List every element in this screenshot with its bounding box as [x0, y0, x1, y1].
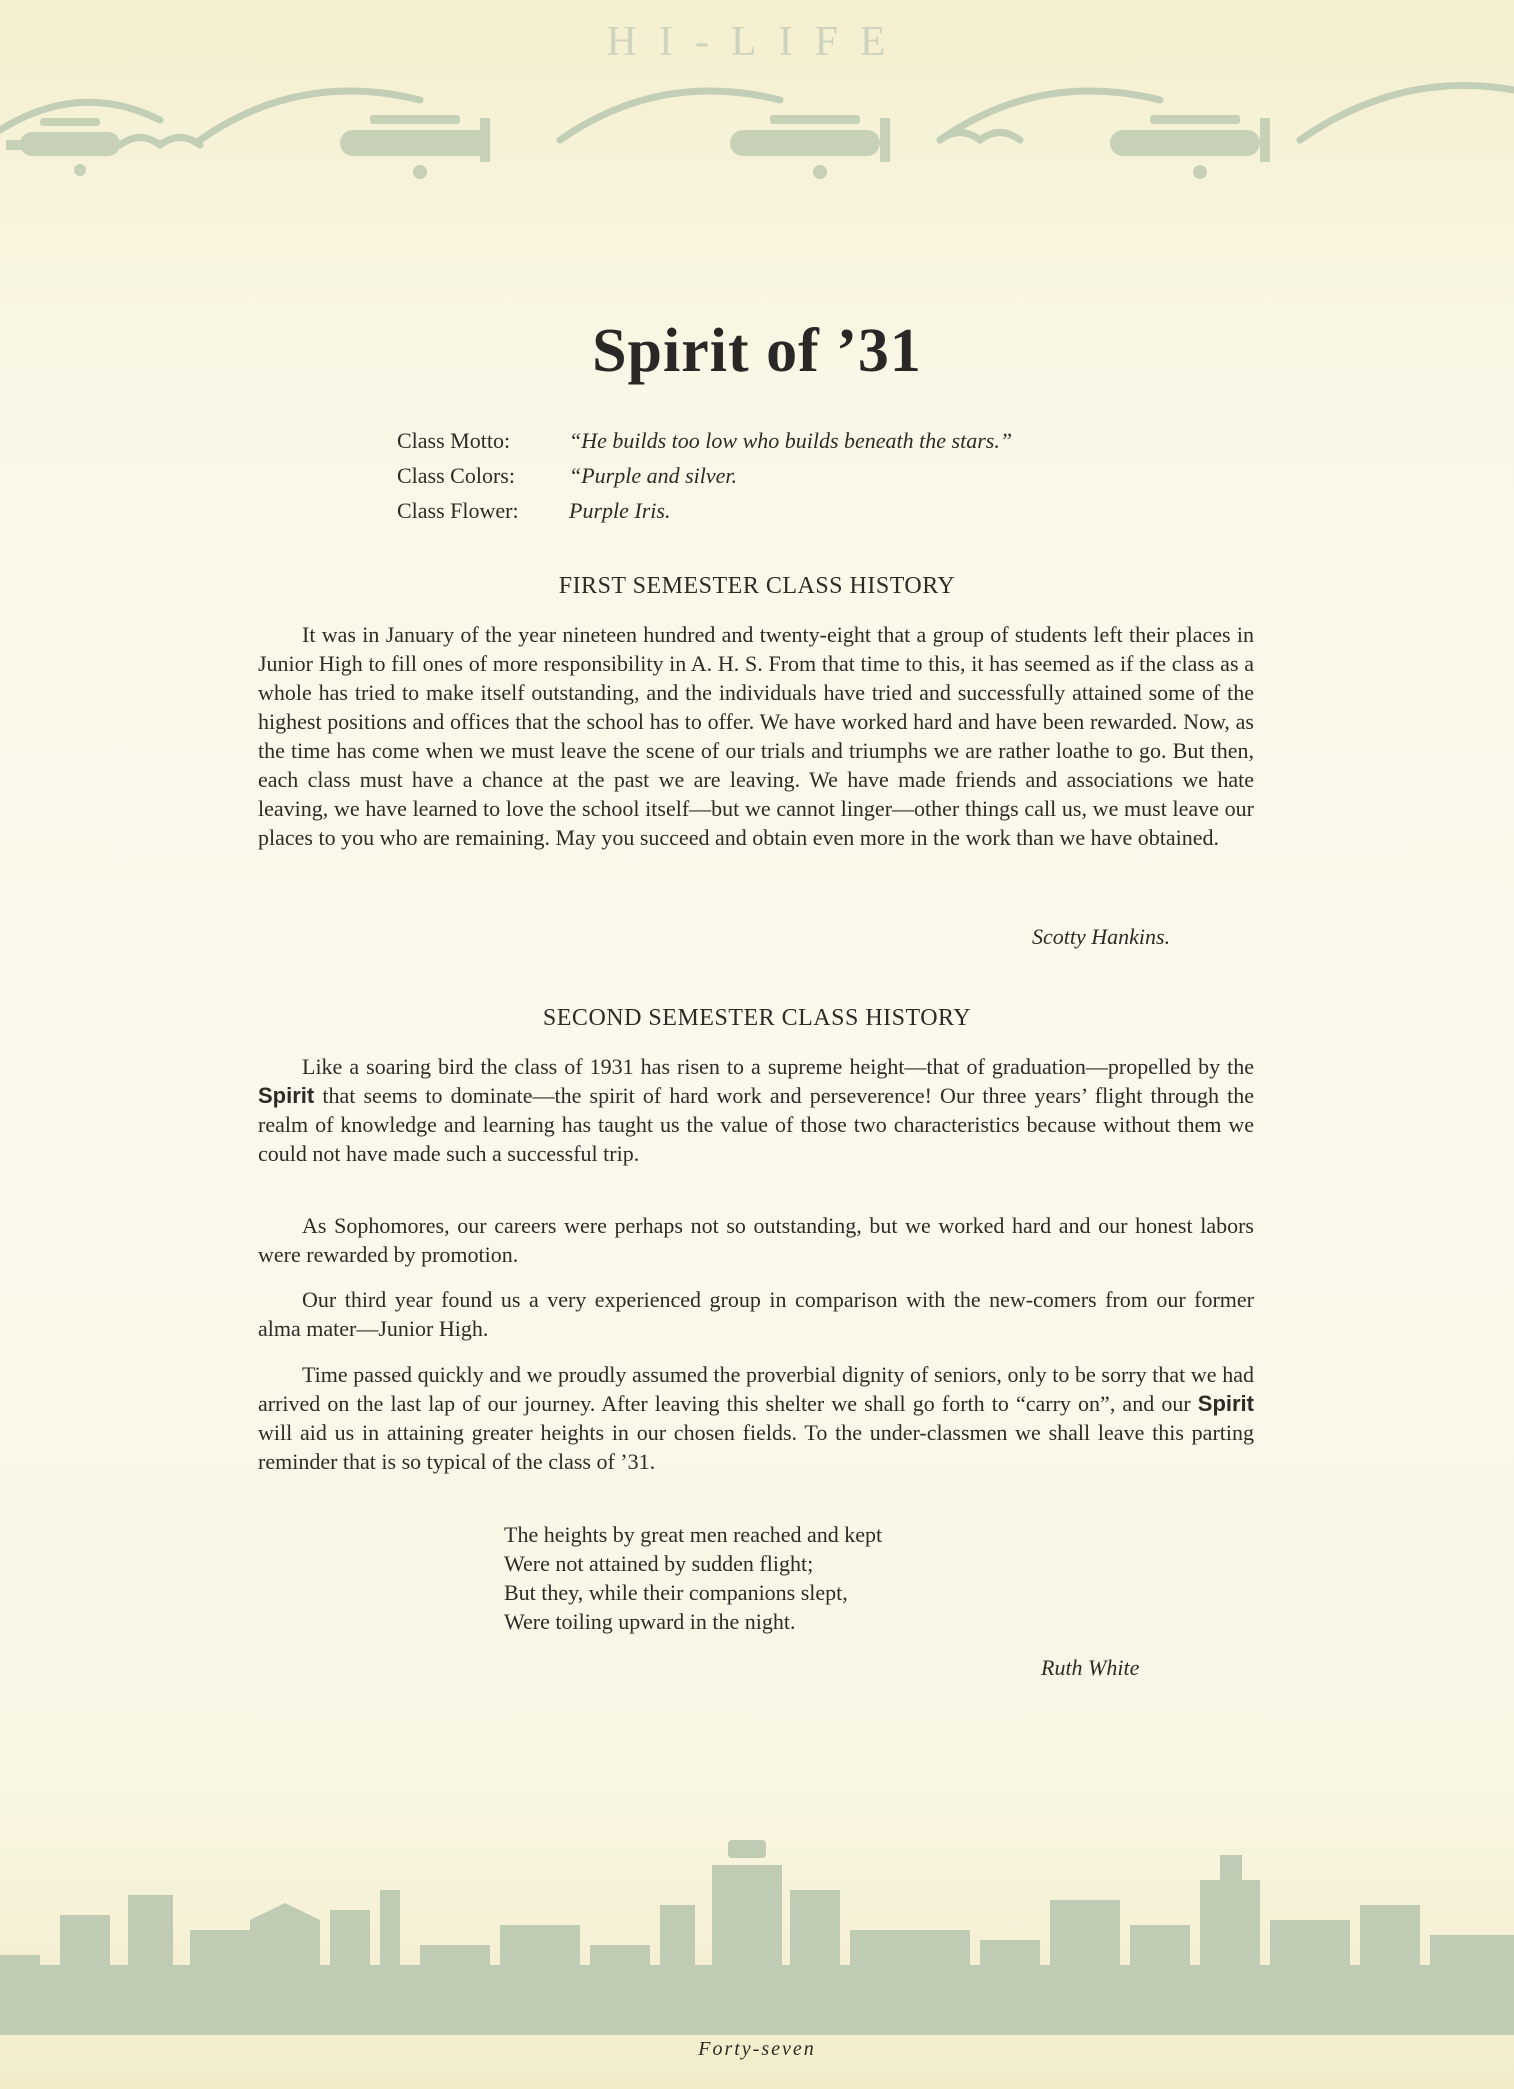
- second-semester-paragraph-1: [258, 1052, 1254, 1168]
- building: [250, 1903, 320, 1975]
- building: [980, 1940, 1040, 1975]
- sky-wave-1: [120, 138, 200, 146]
- airplane-1: [6, 118, 120, 176]
- spirit-emphasis-1: Spirit: [258, 1083, 315, 1108]
- building: [712, 1865, 782, 1975]
- building: [1050, 1900, 1120, 1975]
- sky-swoosh-5: [1300, 86, 1514, 140]
- building: [0, 1955, 40, 1975]
- class-flower-row: [397, 493, 1012, 528]
- building: [420, 1945, 490, 1975]
- class-flower-label: Class Flower:: [397, 498, 519, 523]
- building: [790, 1890, 840, 1975]
- building: [1430, 1935, 1514, 1975]
- building: [1130, 1925, 1190, 1975]
- building: [1360, 1905, 1420, 1975]
- paragraph-4-text-a: Time passed quickly and we proudly assumed the proverbial dignity of seniors, only to be sorry that we had arrived on the last lap of our journey. After leaving this shelter we shall go forth to “carry on”, and our: [258, 1362, 1254, 1416]
- class-info: [397, 423, 1012, 528]
- building: [660, 1905, 695, 1975]
- building: [500, 1925, 580, 1975]
- city-skyline: [0, 1835, 1514, 2035]
- poem-line: The heights by great men reached and kept: [504, 1522, 883, 1547]
- first-semester-author: Scotty Hankins.: [1032, 924, 1171, 949]
- airplane-2: [340, 115, 490, 179]
- poem-line: But they, while their companions slept,: [504, 1580, 848, 1605]
- building: [330, 1910, 370, 1975]
- airplane-banner: [0, 60, 1514, 200]
- second-semester-paragraph-2: As Sophomores, our careers were perhaps not so outstanding, but we worked hard and our honest labors were rewarded by promotion.: [258, 1213, 1254, 1267]
- airplane-3: [730, 115, 890, 179]
- paragraph-4-text-b: will aid us in attaining greater heights in our chosen fields. To the under-classmen we shall leave this parting reminder that is so typical of the class of ’31.: [258, 1420, 1254, 1474]
- first-semester-body: It was in January of the year nineteen hundred and twenty-eight that a group of students left their places in Junior High to fill ones of more responsibility in A. H. S. From that time to this, it has seemed as if the class as a whole has tried to make itself outstanding, and the individuals have tried and successfully attained some of the highest positions and offices that the school has to offer. We have worked hard and have been rewarded. Now, as the time has come when we must leave the scene of our trials and triumphs we are rather loathe to go. But then, each class must have a chance at the past we are leaving. We have made friends and associations we hate leaving, we have learned to love the school itself—but we cannot linger—other things call us, we must leave our places to you who are remaining. May you succeed and obtain even more in the work than we have obtained.: [258, 622, 1254, 850]
- class-motto-row: [397, 423, 1012, 458]
- closing-poem: [504, 1520, 882, 1636]
- second-semester-paragraph-4: [258, 1360, 1254, 1476]
- building: [128, 1895, 173, 1975]
- masthead: HI-LIFE: [606, 19, 908, 65]
- paragraph-1-text-b: that seems to dominate—the spirit of hard work and perseverence! Our three years’ flight through the realm of knowledge and learning has taught us the value of those two characteristics because without them we could not have made such a successful trip.: [258, 1083, 1254, 1166]
- airplane-4: [1110, 115, 1270, 179]
- building: [850, 1930, 970, 1975]
- class-motto: “He builds too low who builds beneath the stars.”: [569, 428, 1013, 453]
- first-semester-heading: FIRST SEMESTER CLASS HISTORY: [558, 573, 956, 599]
- second-semester-paragraph-3: Our third year found us a very experienced group in comparison with the new-comers from our former alma mater—Junior High.: [258, 1287, 1254, 1341]
- building: [60, 1915, 110, 1975]
- class-colors: “Purple and silver.: [569, 463, 738, 488]
- poem-line: Were toiling upward in the night.: [504, 1609, 796, 1634]
- building: [190, 1930, 250, 1975]
- building: [1200, 1880, 1260, 1975]
- class-colors-row: [397, 458, 1012, 493]
- class-flower: Purple Iris.: [569, 498, 671, 523]
- skyline-ground: [0, 1965, 1514, 2035]
- class-motto-label: Class Motto:: [397, 428, 511, 453]
- second-semester-author: Ruth White: [1041, 1655, 1140, 1680]
- spirit-emphasis-2: Spirit: [1197, 1391, 1254, 1416]
- page-number: Forty-seven: [698, 2038, 816, 2060]
- building: [590, 1945, 650, 1975]
- water-tower: [1220, 1855, 1242, 1880]
- page-title: Spirit of ’31: [592, 317, 922, 385]
- building: [380, 1890, 400, 1975]
- class-colors-label: Class Colors:: [397, 463, 515, 488]
- water-tower: [728, 1840, 766, 1858]
- poem-line: Were not attained by sudden flight;: [504, 1551, 814, 1576]
- paragraph-1-text-a: Like a soaring bird the class of 1931 has risen to a supreme height—that of graduation—propelled by the: [302, 1054, 1254, 1079]
- sky-wave-2: [940, 133, 1020, 141]
- building: [1270, 1920, 1350, 1975]
- second-semester-heading: SECOND SEMESTER CLASS HISTORY: [542, 1005, 972, 1031]
